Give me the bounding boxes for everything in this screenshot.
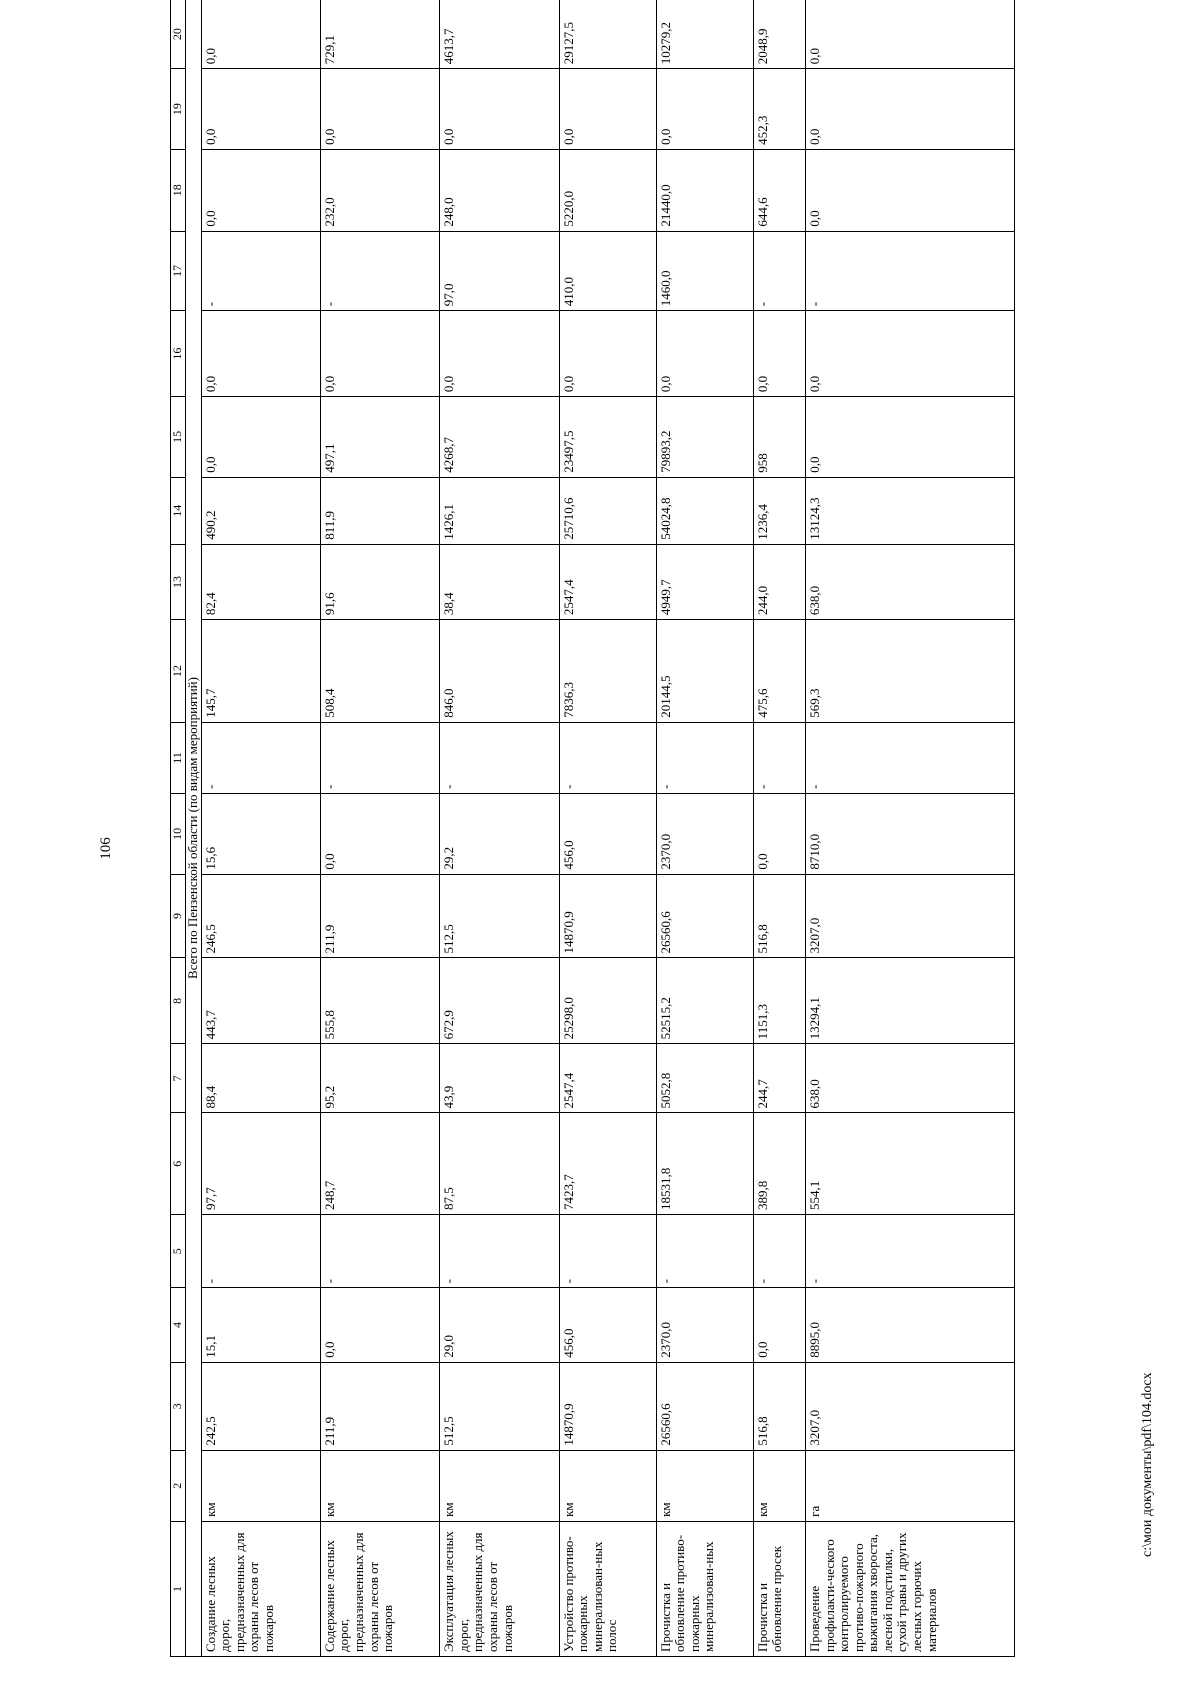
- value-cell: 729,1: [320, 0, 439, 69]
- value-cell: 516,8: [753, 874, 805, 958]
- value-cell: 248,0: [440, 149, 559, 231]
- value-cell: -: [320, 722, 439, 793]
- unit-cell: км: [753, 1450, 805, 1521]
- unit-cell: км: [201, 1450, 320, 1521]
- section-row: [186, 0, 202, 1657]
- value-cell: 0,0: [806, 311, 1015, 397]
- value-cell: 0,0: [201, 69, 320, 150]
- value-cell: 29,2: [440, 794, 559, 875]
- value-cell: 569,3: [806, 620, 1015, 723]
- value-cell: 211,9: [320, 1362, 439, 1450]
- value-cell: 0,0: [320, 69, 439, 150]
- column-number: 13: [171, 544, 186, 619]
- value-cell: 29127,5: [559, 0, 656, 69]
- value-cell: -: [440, 722, 559, 793]
- value-cell: 456,0: [559, 794, 656, 875]
- value-cell: 246,5: [201, 874, 320, 958]
- value-cell: 13124,3: [806, 477, 1015, 544]
- measure-name: Создание лесных дорог, предназначенных для охраны лесов от пожаров: [201, 1521, 320, 1656]
- table-row: [753, 0, 805, 1657]
- column-number-row: [171, 0, 186, 1657]
- value-cell: 91,6: [320, 544, 439, 619]
- value-cell: -: [753, 231, 805, 311]
- value-cell: 0,0: [559, 311, 656, 397]
- value-cell: 43,9: [440, 1044, 559, 1113]
- value-cell: -: [559, 1215, 656, 1288]
- column-number: 1: [171, 1521, 186, 1656]
- value-cell: -: [806, 1215, 1015, 1288]
- value-cell: -: [656, 1215, 753, 1288]
- value-cell: -: [201, 231, 320, 311]
- measure-name: Прочистка и обновление противо-пожарных минерализован-ных: [656, 1521, 753, 1656]
- value-cell: 0,0: [656, 69, 753, 150]
- value-cell: -: [806, 722, 1015, 793]
- value-cell: 452,3: [753, 69, 805, 150]
- value-cell: 25298,0: [559, 958, 656, 1044]
- value-cell: 410,0: [559, 231, 656, 311]
- value-cell: 475,6: [753, 620, 805, 723]
- value-cell: 0,0: [320, 1288, 439, 1362]
- measure-name: Эксплуатация лесных дорог, предназначенных для охраны лесов от пожаров: [440, 1521, 559, 1656]
- unit-cell: км: [320, 1450, 439, 1521]
- value-cell: 0,0: [440, 69, 559, 150]
- value-cell: 211,9: [320, 874, 439, 958]
- value-cell: 1236,4: [753, 477, 805, 544]
- value-cell: 38,4: [440, 544, 559, 619]
- value-cell: 29,0: [440, 1288, 559, 1362]
- value-cell: 79893,2: [656, 397, 753, 478]
- value-cell: -: [753, 1215, 805, 1288]
- value-cell: 638,0: [806, 1044, 1015, 1113]
- value-cell: 3207,0: [806, 874, 1015, 958]
- value-cell: 0,0: [806, 149, 1015, 231]
- value-cell: 2547,4: [559, 1044, 656, 1113]
- value-cell: 644,6: [753, 149, 805, 231]
- value-cell: 5220,0: [559, 149, 656, 231]
- value-cell: 2370,0: [656, 794, 753, 875]
- value-cell: 0,0: [201, 311, 320, 397]
- column-number: 17: [171, 231, 186, 311]
- value-cell: -: [201, 722, 320, 793]
- column-number: 20: [171, 0, 186, 69]
- value-cell: 1151,3: [753, 958, 805, 1044]
- value-cell: 25710,6: [559, 477, 656, 544]
- value-cell: 7423,7: [559, 1113, 656, 1215]
- value-cell: 512,5: [440, 1362, 559, 1450]
- unit-cell: га: [806, 1450, 1015, 1521]
- value-cell: 14870,9: [559, 874, 656, 958]
- value-cell: 1426,1: [440, 477, 559, 544]
- column-number: 2: [171, 1450, 186, 1521]
- value-cell: 0,0: [753, 311, 805, 397]
- value-cell: 2547,4: [559, 544, 656, 619]
- column-number: 10: [171, 794, 186, 875]
- column-number: 4: [171, 1288, 186, 1362]
- page-number: 106: [98, 837, 114, 860]
- value-cell: 13294,1: [806, 958, 1015, 1044]
- value-cell: 811,9: [320, 477, 439, 544]
- value-cell: -: [201, 1215, 320, 1288]
- value-cell: -: [559, 722, 656, 793]
- value-cell: 554,1: [806, 1113, 1015, 1215]
- value-cell: 3207,0: [806, 1362, 1015, 1450]
- value-cell: 0,0: [201, 397, 320, 478]
- value-cell: 10279,2: [656, 0, 753, 69]
- value-cell: 0,0: [806, 397, 1015, 478]
- column-number: 15: [171, 397, 186, 478]
- column-number: 3: [171, 1362, 186, 1450]
- value-cell: -: [656, 722, 753, 793]
- column-number: 8: [171, 958, 186, 1044]
- value-cell: 244,0: [753, 544, 805, 619]
- value-cell: 846,0: [440, 620, 559, 723]
- table-row: [201, 0, 320, 1657]
- value-cell: 4949,7: [656, 544, 753, 619]
- column-number: 14: [171, 477, 186, 544]
- value-cell: 145,7: [201, 620, 320, 723]
- value-cell: 52515,2: [656, 958, 753, 1044]
- value-cell: 490,2: [201, 477, 320, 544]
- value-cell: 88,4: [201, 1044, 320, 1113]
- value-cell: 26560,6: [656, 1362, 753, 1450]
- value-cell: 512,5: [440, 874, 559, 958]
- value-cell: 958: [753, 397, 805, 478]
- value-cell: 54024,8: [656, 477, 753, 544]
- value-cell: 0,0: [753, 794, 805, 875]
- value-cell: 97,0: [440, 231, 559, 311]
- value-cell: 0,0: [320, 311, 439, 397]
- measure-name: Содержание лесных дорог, предназначенных для охраны лесов от пожаров: [320, 1521, 439, 1656]
- value-cell: 456,0: [559, 1288, 656, 1362]
- value-cell: 18531,8: [656, 1113, 753, 1215]
- column-number: 19: [171, 69, 186, 150]
- value-cell: 389,8: [753, 1113, 805, 1215]
- value-cell: 443,7: [201, 958, 320, 1044]
- value-cell: 15,6: [201, 794, 320, 875]
- table-row: [440, 0, 559, 1657]
- value-cell: 0,0: [806, 0, 1015, 69]
- value-cell: -: [806, 231, 1015, 311]
- footer-file-path: c:\мои документы\pdf\104.docx: [1140, 1372, 1155, 1557]
- column-number: 18: [171, 149, 186, 231]
- value-cell: 7836,3: [559, 620, 656, 723]
- measure-name: Проведение профилакти-ческого контролируемого противо-пожарного выжигания хвороста, лесной подстилки, сухой травы и других лесных горючих материалов: [806, 1521, 1015, 1656]
- value-cell: 244,7: [753, 1044, 805, 1113]
- table-row: [559, 0, 656, 1657]
- value-cell: -: [753, 722, 805, 793]
- value-cell: 20144,5: [656, 620, 753, 723]
- measure-name: Устройство противо-пожарных минерализован-ных полос: [559, 1521, 656, 1656]
- value-cell: 0,0: [656, 311, 753, 397]
- value-cell: 14870,9: [559, 1362, 656, 1450]
- value-cell: 0,0: [320, 794, 439, 875]
- table-row: [806, 0, 1015, 1657]
- column-number: 12: [171, 620, 186, 723]
- value-cell: 555,8: [320, 958, 439, 1044]
- value-cell: 232,0: [320, 149, 439, 231]
- value-cell: 0,0: [753, 1288, 805, 1362]
- section-title: Всего по Пензенской области (по видам мероприятий): [186, 0, 202, 1657]
- value-cell: 97,7: [201, 1113, 320, 1215]
- value-cell: -: [320, 1215, 439, 1288]
- value-cell: 95,2: [320, 1044, 439, 1113]
- value-cell: 248,7: [320, 1113, 439, 1215]
- value-cell: 0,0: [440, 311, 559, 397]
- value-cell: 2370,0: [656, 1288, 753, 1362]
- value-cell: 2048,9: [753, 0, 805, 69]
- table-row: [656, 0, 753, 1657]
- value-cell: 87,5: [440, 1113, 559, 1215]
- value-cell: 516,8: [753, 1362, 805, 1450]
- column-number: 6: [171, 1113, 186, 1215]
- value-cell: 1460,0: [656, 231, 753, 311]
- value-cell: 5052,8: [656, 1044, 753, 1113]
- unit-cell: км: [656, 1450, 753, 1521]
- column-number: 9: [171, 874, 186, 958]
- column-number: 16: [171, 311, 186, 397]
- value-cell: 8710,0: [806, 794, 1015, 875]
- value-cell: -: [440, 1215, 559, 1288]
- column-number: 11: [171, 722, 186, 793]
- value-cell: 82,4: [201, 544, 320, 619]
- value-cell: 672,9: [440, 958, 559, 1044]
- value-cell: 0,0: [201, 149, 320, 231]
- value-cell: 4613,7: [440, 0, 559, 69]
- value-cell: 15,1: [201, 1288, 320, 1362]
- value-cell: 23497,5: [559, 397, 656, 478]
- value-cell: 8895,0: [806, 1288, 1015, 1362]
- table-row: [320, 0, 439, 1657]
- column-number: 5: [171, 1215, 186, 1288]
- value-cell: 4268,7: [440, 397, 559, 478]
- value-cell: 242,5: [201, 1362, 320, 1450]
- measure-name: Прочистка и обновление просек: [753, 1521, 805, 1656]
- value-cell: 21440,0: [656, 149, 753, 231]
- value-cell: -: [320, 231, 439, 311]
- value-cell: 0,0: [201, 0, 320, 69]
- value-cell: 0,0: [559, 69, 656, 150]
- measures-table: [170, 0, 1015, 1657]
- value-cell: 508,4: [320, 620, 439, 723]
- unit-cell: км: [559, 1450, 656, 1521]
- value-cell: 497,1: [320, 397, 439, 478]
- value-cell: 638,0: [806, 544, 1015, 619]
- value-cell: 0,0: [806, 69, 1015, 150]
- unit-cell: км: [440, 1450, 559, 1521]
- column-number: 7: [171, 1044, 186, 1113]
- value-cell: 26560,6: [656, 874, 753, 958]
